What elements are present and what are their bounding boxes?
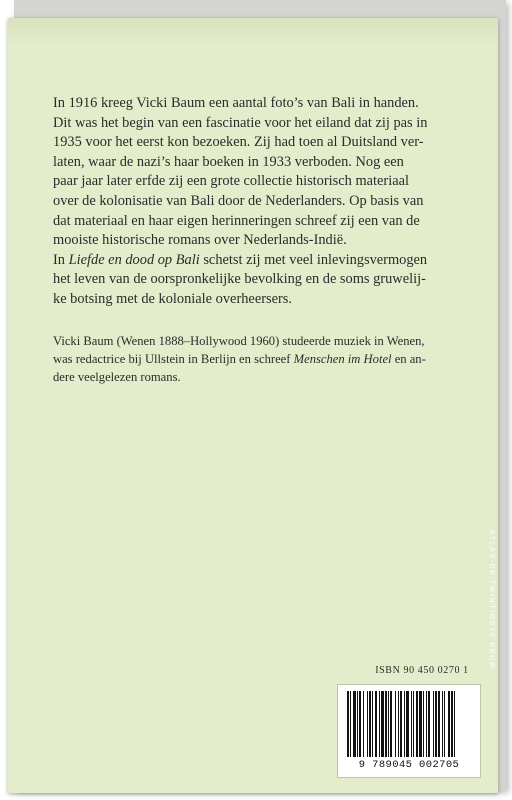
bio-line-rest: en an- bbox=[394, 352, 426, 367]
bio-line-start: was redactrice bij Ullstein in Berlijn en schreef bbox=[53, 352, 291, 367]
barcode-bar bbox=[406, 691, 409, 757]
bio-line: dere veelgelezen romans. bbox=[53, 370, 181, 385]
barcode-bar bbox=[353, 691, 356, 757]
cover-top-shadow bbox=[8, 18, 498, 48]
barcode-number: 9 789045 002705 bbox=[358, 759, 460, 771]
barcode-bar bbox=[363, 691, 364, 757]
blurb-line-rest: schetst zij met veel inlevingsvermogen bbox=[203, 251, 428, 268]
blurb-line: ke botsing met de koloniale overheersers. bbox=[53, 290, 292, 307]
barcode-bar bbox=[435, 691, 437, 757]
barcode-bar bbox=[404, 691, 405, 757]
barcode-bar bbox=[395, 691, 396, 757]
barcode-bar bbox=[419, 691, 422, 757]
barcode-bar bbox=[357, 691, 358, 757]
blurb-text bbox=[53, 94, 465, 310]
barcode-bar bbox=[448, 691, 450, 757]
blurb-line: paar jaar later erfde zij een grote collectie historisch materiaal bbox=[53, 173, 409, 190]
barcode-bar bbox=[367, 691, 368, 757]
barcode-bar bbox=[454, 691, 455, 757]
barcode-bar bbox=[372, 691, 373, 757]
barcode-bar bbox=[350, 691, 351, 757]
barcode-bar bbox=[390, 691, 392, 757]
book-title: Liefde en dood op Bali bbox=[68, 251, 200, 268]
barcode-bar bbox=[426, 691, 427, 757]
barcode-bar bbox=[411, 691, 412, 757]
barcode-bar bbox=[451, 691, 453, 757]
barcode-bar bbox=[428, 691, 430, 757]
barcode-bar bbox=[413, 691, 414, 757]
barcode-bar bbox=[381, 691, 384, 757]
barcode-bar bbox=[359, 691, 361, 757]
blurb-line: het leven van de oorspronkelijke bevolking en de soms gruwelij- bbox=[53, 271, 426, 288]
blurb-line: laten, waar de nazi’s haar boeken in 1933 verboden. Nog een bbox=[53, 153, 404, 170]
blurb-line bbox=[53, 251, 465, 271]
publisher-imprint: ATLAS-DE TWINTIGSTE EEUW bbox=[488, 530, 495, 671]
barcode-bar bbox=[347, 691, 349, 757]
bio-line: Vicki Baum (Wenen 1888–Hollywood 1960) studeerde muziek in Wenen, bbox=[53, 334, 425, 348]
barcode-bar bbox=[442, 691, 443, 757]
barcode-bar bbox=[433, 691, 434, 757]
barcode-bar bbox=[444, 691, 445, 757]
barcode-bar bbox=[400, 691, 402, 757]
blurb-line: over de kolonisatie van Bali door de Nederlanders. Op basis van bbox=[53, 192, 424, 209]
barcode-bar bbox=[388, 691, 389, 757]
bio-line bbox=[53, 350, 473, 368]
other-book-title: Menschen im Hotel bbox=[293, 352, 392, 367]
blurb-line: In 1916 kreeg Vicki Baum een aantal foto’s van Bali in handen. bbox=[53, 95, 419, 111]
barcode-bar bbox=[369, 691, 371, 757]
barcode-bars bbox=[343, 691, 475, 757]
blurb-line: mooiste historische romans over Nederlands-Indië. bbox=[53, 232, 347, 249]
isbn-label: ISBN 90 450 0270 1 bbox=[375, 665, 469, 676]
barcode-bar bbox=[416, 691, 418, 757]
blurb-in: In bbox=[53, 251, 65, 268]
barcode bbox=[337, 684, 481, 778]
barcode-bar bbox=[379, 691, 380, 757]
author-bio bbox=[53, 332, 473, 387]
barcode-bar bbox=[438, 691, 440, 757]
blurb-line: Dit was het begin van een fascinatie voor het eiland dat zij pas in bbox=[53, 114, 428, 131]
barcode-bar bbox=[385, 691, 387, 757]
barcode-bar bbox=[423, 691, 424, 757]
barcode-bar bbox=[375, 691, 377, 757]
barcode-bar bbox=[398, 691, 399, 757]
blurb-line: 1935 voor het eerst kon bezoeken. Zij had toen al Duitsland ver- bbox=[53, 134, 424, 151]
blurb-line: dat materiaal en haar eigen herinneringen schreef zij een van de bbox=[53, 212, 420, 229]
